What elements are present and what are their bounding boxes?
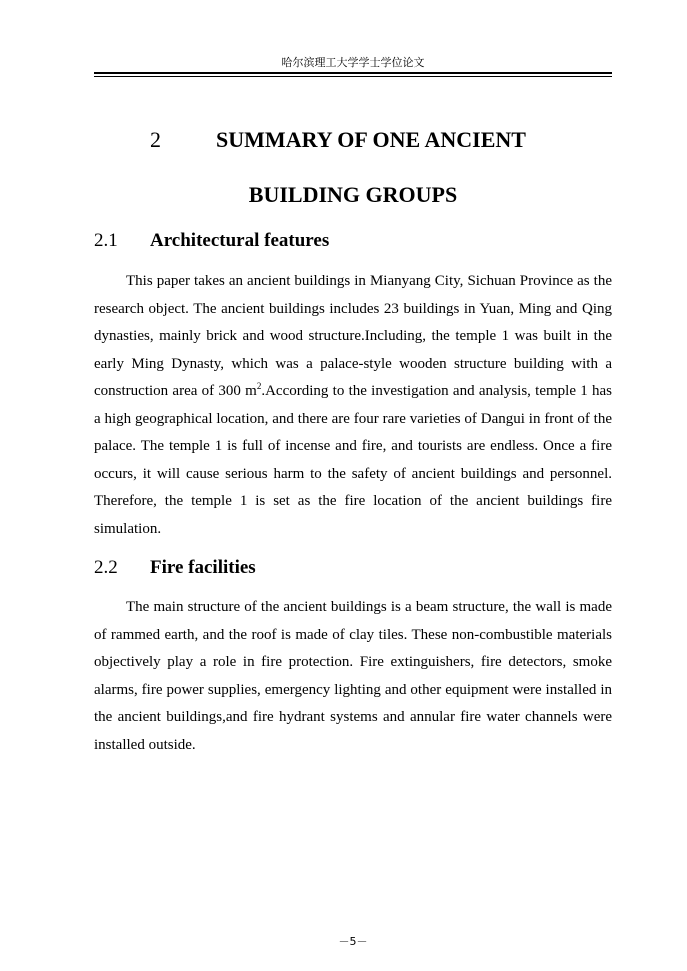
chapter-title xyxy=(94,112,612,222)
chapter-title-line-2: BUILDING GROUPS xyxy=(248,182,458,207)
page-number: －5－ xyxy=(338,935,368,948)
paragraph-text-part-2: .According to the investigation and analysis, temple 1 has a high geographical location, and there are four rare varieties of Dangui in front of the palace. The temple 1 is full of incense and fire, and tourists are endless. Once a fire occurs, it will cause serious harm to the safety of ancient buildings and personnel. Therefore, the temple 1 is set as the fire location of the ancient buildings fire simulation. xyxy=(94,383,613,537)
paragraph-architectural-features xyxy=(94,268,612,543)
paragraph-fire-facilities: The main structure of the ancient buildings is a beam structure, the wall is made of rammed earth, and the roof is made of clay tiles. These non-combustible materials objectively play a role in fire protection. Fire extinguishers, fire detectors, smoke alarms, fire power supplies, emergency lighting and other equipment were installed in the ancient buildings,and fire hydrant systems and annular fire water channels were installed outside. xyxy=(94,599,612,753)
chapter-title-line-1: SUMMARY OF ONE ANCIENT xyxy=(216,127,526,152)
section-title: Fire facilities xyxy=(150,557,256,578)
section-heading-2-1 xyxy=(94,229,612,253)
header-rule-thick xyxy=(94,72,612,74)
chapter-number: 2 xyxy=(150,127,161,152)
section-number: 2.1 xyxy=(94,230,118,251)
section-title: Architectural features xyxy=(150,230,330,251)
running-header: 哈尔滨理工大学学士学位论文 xyxy=(281,56,425,69)
paragraph-text-part-1: This paper takes an ancient buildings in Mianyang City, Sichuan Province as the research object. The ancient buildings includes 23 buildings in Yuan, Ming and Qing dynasties, mainly brick and wood structure.Including, the temple 1 was built in the early Ming Dynasty, which was a palace-style wooden structure building with a construction area of 300 m xyxy=(94,273,612,399)
section-number: 2.2 xyxy=(94,557,118,578)
section-heading-2-2 xyxy=(94,556,612,580)
area-unit-superscript: 2 xyxy=(256,381,262,391)
header-rule-thin xyxy=(94,76,612,77)
